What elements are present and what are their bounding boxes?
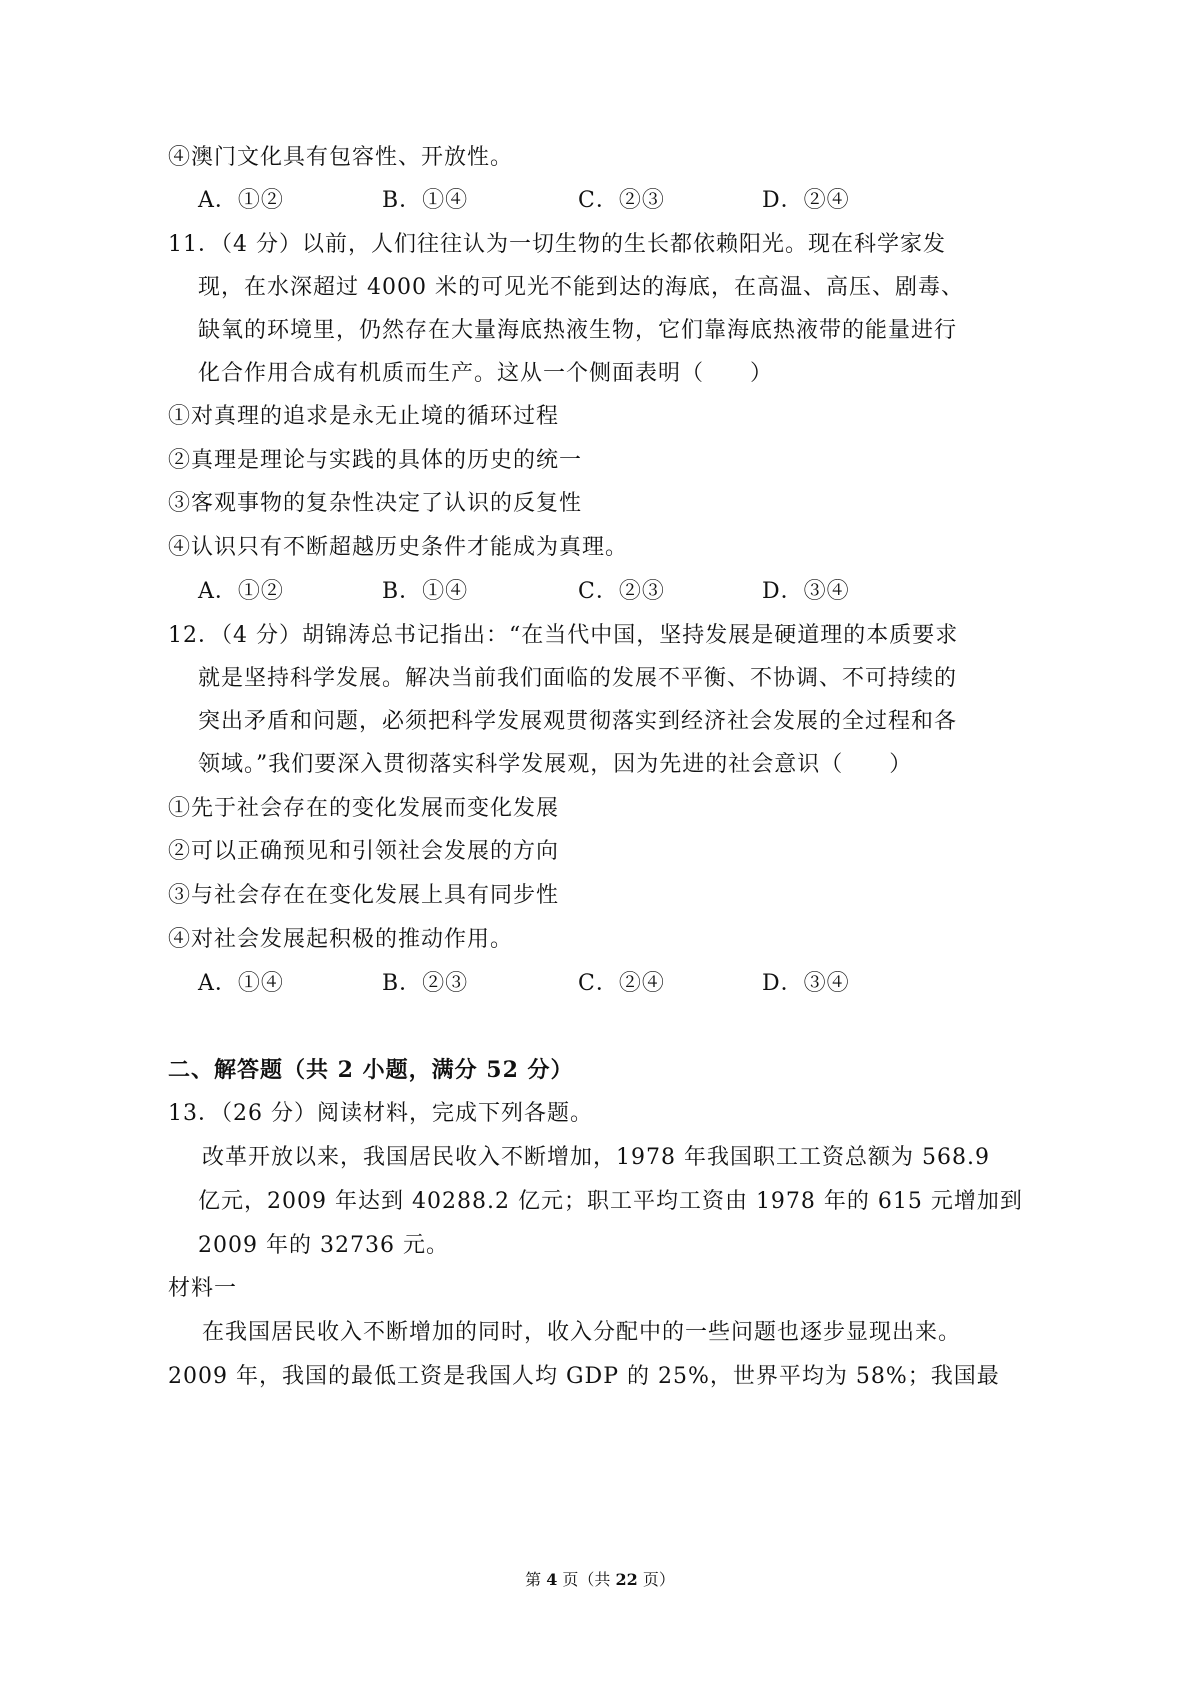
q11-statement-4: ④认识只有不断超越历史条件才能成为真理。	[168, 535, 629, 560]
q12-option-c[interactable]: C．②④	[578, 971, 665, 996]
q10-option-d[interactable]: D．②④	[762, 188, 850, 213]
q13-material-label: 材料一	[168, 1276, 238, 1301]
q11-stem-line-4: 化合作用合成有机质而生产。这从一个侧面表明（ ）	[198, 361, 774, 386]
q11-statement-2: ②真理是理论与实践的具体的历史的统一	[168, 448, 583, 473]
q12-statement-2: ②可以正确预见和引领社会发展的方向	[168, 839, 560, 864]
q12-stem-line-1: 12．（4 分）胡锦涛总书记指出：“在当代中国，坚持发展是硬道理的本质要求	[168, 623, 959, 648]
q12-stem-line-4: 领域。”我们要深入贯彻落实科学发展观，因为先进的社会意识（ ）	[198, 752, 913, 777]
q11-stem-line-2: 现，在水深超过 4000 米的可见光不能到达的海底，在高温、高压、剧毒、	[198, 275, 964, 300]
q13-head: 13．（26 分）阅读材料，完成下列各题。	[168, 1101, 593, 1126]
q11-stem-line-3: 缺氧的环境里，仍然存在大量海底热液生物，它们靠海底热液带的能量进行	[198, 318, 958, 343]
q10-statement-4: ④澳门文化具有包容性、开放性。	[168, 145, 514, 170]
q13-para1-line-1: 改革开放以来，我国居民收入不断增加，1978 年我国职工工资总额为 568.9	[202, 1145, 990, 1170]
q11-option-b[interactable]: B．①④	[382, 579, 469, 604]
q12-option-a[interactable]: A．①④	[198, 971, 284, 996]
q13-para1-line-2: 亿元，2009 年达到 40288.2 亿元；职工平均工资由 1978 年的 615 元增加到	[198, 1189, 1023, 1214]
q12-statement-1: ①先于社会存在的变化发展而变化发展	[168, 796, 560, 821]
q11-option-c[interactable]: C．②③	[578, 579, 665, 604]
q13-para1-line-3: 2009 年的 32736 元。	[198, 1233, 449, 1258]
q12-stem-line-3: 突出矛盾和问题，必须把科学发展观贯彻落实到经济社会发展的全过程和各	[198, 709, 958, 734]
q11-statement-3: ③客观事物的复杂性决定了认识的反复性	[168, 491, 583, 516]
q12-option-b[interactable]: B．②③	[382, 971, 469, 996]
q10-option-c[interactable]: C．②③	[578, 188, 665, 213]
footer-page-number: 4	[546, 1570, 558, 1589]
section-title: 二、解答题（共 2 小题，满分 52 分）	[168, 1057, 574, 1083]
q11-stem-line-1: 11．（4 分）以前，人们往往认为一切生物的生长都依赖阳光。现在科学家发	[168, 232, 946, 257]
q13-para2-line-2: 2009 年，我国的最低工资是我国人均 GDP 的 25%，世界平均为 58%；我国最	[168, 1364, 1000, 1389]
footer-suffix: 页）	[642, 1570, 675, 1589]
q11-options	[0, 577, 1200, 607]
q10-options	[0, 186, 1200, 216]
q10-option-b[interactable]: B．①④	[382, 188, 469, 213]
q11-option-d[interactable]: D．③④	[762, 579, 850, 604]
q11-statement-1: ①对真理的追求是永无止境的循环过程	[168, 404, 560, 429]
q13-para2-line-1: 在我国居民收入不断增加的同时，收入分配中的一些问题也逐步显现出来。	[202, 1320, 962, 1345]
q12-option-d[interactable]: D．③④	[762, 971, 850, 996]
q12-statement-3: ③与社会存在在变化发展上具有同步性	[168, 883, 560, 908]
footer-total-pages: 22	[615, 1570, 638, 1589]
page-footer	[0, 1568, 1200, 1592]
q12-statement-4: ④对社会发展起积极的推动作用。	[168, 927, 514, 952]
footer-prefix: 第	[525, 1570, 542, 1589]
q10-option-a[interactable]: A．①②	[198, 188, 284, 213]
q12-stem-line-2: 就是坚持科学发展。解决当前我们面临的发展不平衡、不协调、不可持续的	[198, 666, 958, 691]
q11-option-a[interactable]: A．①②	[198, 579, 284, 604]
q12-options	[0, 969, 1200, 999]
footer-middle: 页（共	[562, 1570, 611, 1589]
